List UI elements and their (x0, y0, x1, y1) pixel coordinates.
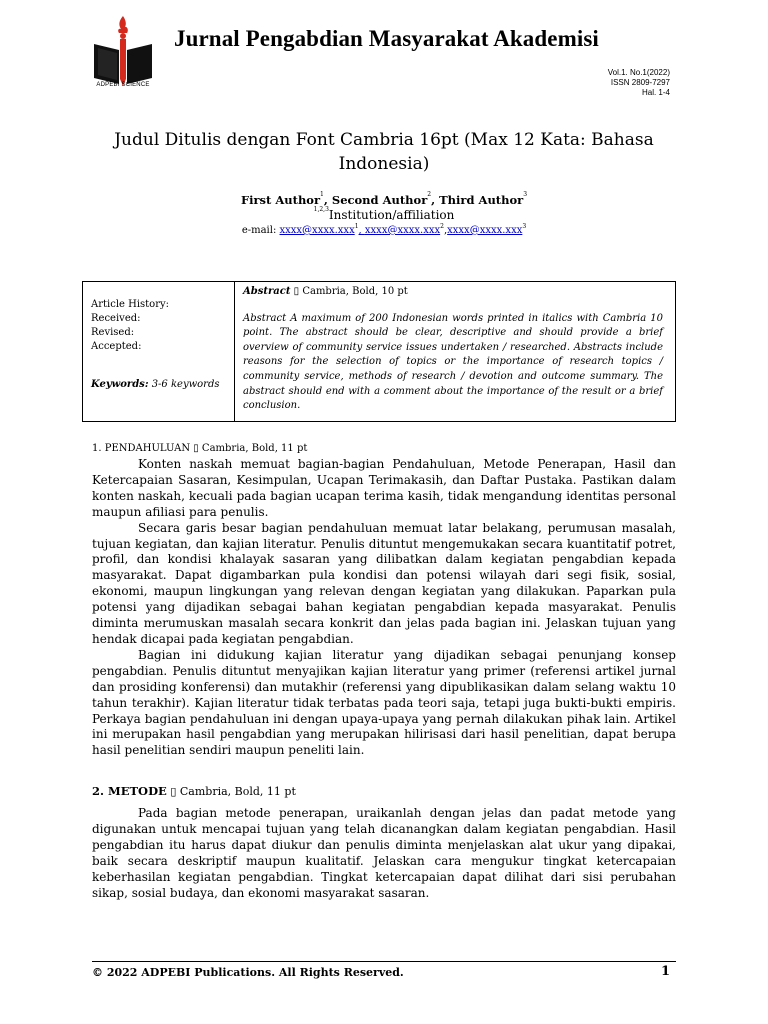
paragraph: Bagian ini didukung kajian literatur yang dijadikan sebagai penunjang konsep pengabdian. Penulis dituntut menyajikan kajian literatur yang primer (referensi artikel jurnal dan prosiding konferensi) dan mutakhir (referensi yang dipublikasikan dalam selang waktu 10 tahun terakhir). Kajian literatur tidak terbatas pada teori saja, tetapi juga bukti-bukti empiris. Perkaya bagian pendahuluan ini dengan upaya-upaya yang pernah dilakukan pihak lain. Artikel ini merupakan hasil pengabdian yang merupakan hilirisasi dari hasil penelitian, dapat berupa hasil penelitian sendiri maupun peneliti lain. (92, 647, 676, 758)
keywords-label: Keywords: (91, 379, 149, 390)
keywords-value: 3-6 keywords (148, 379, 220, 390)
issn: ISSN 2809-7297 (610, 78, 670, 87)
section-heading-pendahuluan: 1. PENDAHULUAN ▯ Cambria, Bold, 11 pt (92, 443, 308, 454)
keywords (91, 378, 234, 392)
section-heading-note: ▯ Cambria, Bold, 11 pt (166, 785, 296, 798)
abstract-label: Abstract (243, 286, 291, 297)
article-history-label: Article History: (91, 299, 170, 310)
paragraph: Pada bagian metode penerapan, uraikanlah dengan jelas dan padat metode yang digunakan untuk mencapai tujuan yang telah dicanangkan dalam kegiatan pengabdian. Hasil pengabdian itu harus dapat diukur dan penulis diminta menjelaskan alat ukur yang dipakai, baik secara deskriptif maupun kualitatif. Jelaskan cara mengukur tingkat ketercapaian keberhasilan kegiatan pengabdian. Tingkat ketercapaian dapat dilihat dari sisi perubahan sikap, sosial budaya, dan ekonomi masyarakat sasaran. (92, 806, 676, 900)
abstract-note: ▯ Cambria, Bold, 10 pt (290, 286, 408, 297)
article-info-box (82, 281, 676, 422)
volume-number: Vol.1. No.1(2022) (607, 68, 670, 77)
journal-title: Jurnal Pengabdian Masyarakat Akademisi (174, 26, 599, 51)
footer-copyright: © 2022 ADPEBI Publications. All Rights Reserved. (92, 966, 404, 979)
abstract-text: Abstract A maximum of 200 Indonesian words printed in italics with Cambria 10 point. The abstract should be clear, descriptive and should provide a brief overview of community service issues undertaken / researched. Abstracts include reasons for the selection of topics or the importance of research topics / community service, methods of research / devotion and outcome summary. The abstract should end with a comment about the importance of the result or a brief conclusion. (243, 312, 663, 412)
accepted-label: Accepted: (91, 341, 142, 352)
email-label: e-mail: (241, 225, 280, 236)
abstract-panel (243, 285, 663, 414)
journal-header (0, 0, 768, 100)
received-label: Received: (91, 313, 141, 324)
paragraph: Secara garis besar bagian pendahuluan memuat latar belakang, perumusan masalah, tujuan kegiatan, dan kajian literatur. Penulis dituntut mengemukakan secara kuantitatif potret, profil, dan kondisi khalayak sasaran yang dilibatkan dalam kegiatan pengabdian kepada masyarakat. Dapat digambarkan pula kondisi dan potensi wilayah dari segi fisik, sosial, ekonomi, maupun lingkungan yang relevan dengan kegiatan yang dilakukan. Paparkan pula potensi yang dijadikan sebagai bahan kegiatan pengabdian kepada masyarakat. Penulis diminta merumuskan masalah secara konkrit dan jelas pada bagian ini. Jelaskan tujuan yang hendak dicapai pada kegiatan pengabdian. (92, 520, 676, 646)
section-body-metode (92, 806, 676, 901)
email-sup: 3 (522, 223, 527, 230)
author-sup: 3 (523, 191, 528, 198)
affiliation-sup: 1,2,3 (313, 206, 329, 213)
page-range: Hal. 1-4 (641, 88, 670, 97)
author-name: Third Author (439, 193, 524, 207)
logo-caption: ADPEBI SCIENCE (96, 82, 150, 88)
email-link[interactable]: xxxx@xxxx.xxx (447, 225, 523, 236)
section-heading-metode (92, 784, 296, 798)
affiliation (92, 208, 676, 222)
page-number: 1 (660, 964, 670, 979)
email-sup: 1 (354, 223, 359, 230)
affiliation-text: Institution/affiliation (328, 208, 455, 222)
paper-title (92, 128, 676, 176)
paper-title-line2: Indonesia) (338, 154, 430, 174)
author-name: Second Author (331, 193, 428, 207)
volume-info (608, 68, 670, 98)
footer-divider (92, 961, 676, 962)
email-link[interactable]: xxxx@xxxx.xxx (364, 225, 441, 236)
author-sup: 2 (427, 191, 432, 198)
email-sup: 2 (440, 223, 444, 230)
author-list: First Author$^1$, Second Author$^2$, Third Author$^3$ (240, 191, 528, 207)
email-link[interactable]: xxxx@xxxx.xxx (279, 225, 355, 236)
paper-title-line1: Judul Ditulis dengan Font Cambria 16pt (Max 12 Kata: Bahasa (114, 130, 654, 150)
abstract-heading (243, 285, 663, 300)
author-name: First Author (240, 193, 321, 207)
section-heading-metode-text: 2. METODE (92, 784, 167, 798)
paragraph: Konten naskah memuat bagian-bagian Pendahuluan, Metode Penerapan, Hasil dan Ketercapaian Sasaran, Kesimpulan, Ucapan Terimakasih, dan Daftar Pustaka. Pastikan dalam konten naskah, kecuali pada bagian ucapan terima kasih, tidak mengandung identitas personal maupun afiliasi para penulis. (92, 457, 676, 519)
email-list: e-mail: xxxx@xxxx.xxx$^1$, xxxx@xxxx.xxx$^2$,xxxx@xxxx.xxx$^3$ (241, 223, 527, 236)
article-history-panel (83, 282, 235, 421)
revised-label: Revised: (91, 327, 135, 338)
section-body-pendahuluan (92, 457, 676, 759)
author-sup: 1 (320, 191, 324, 198)
